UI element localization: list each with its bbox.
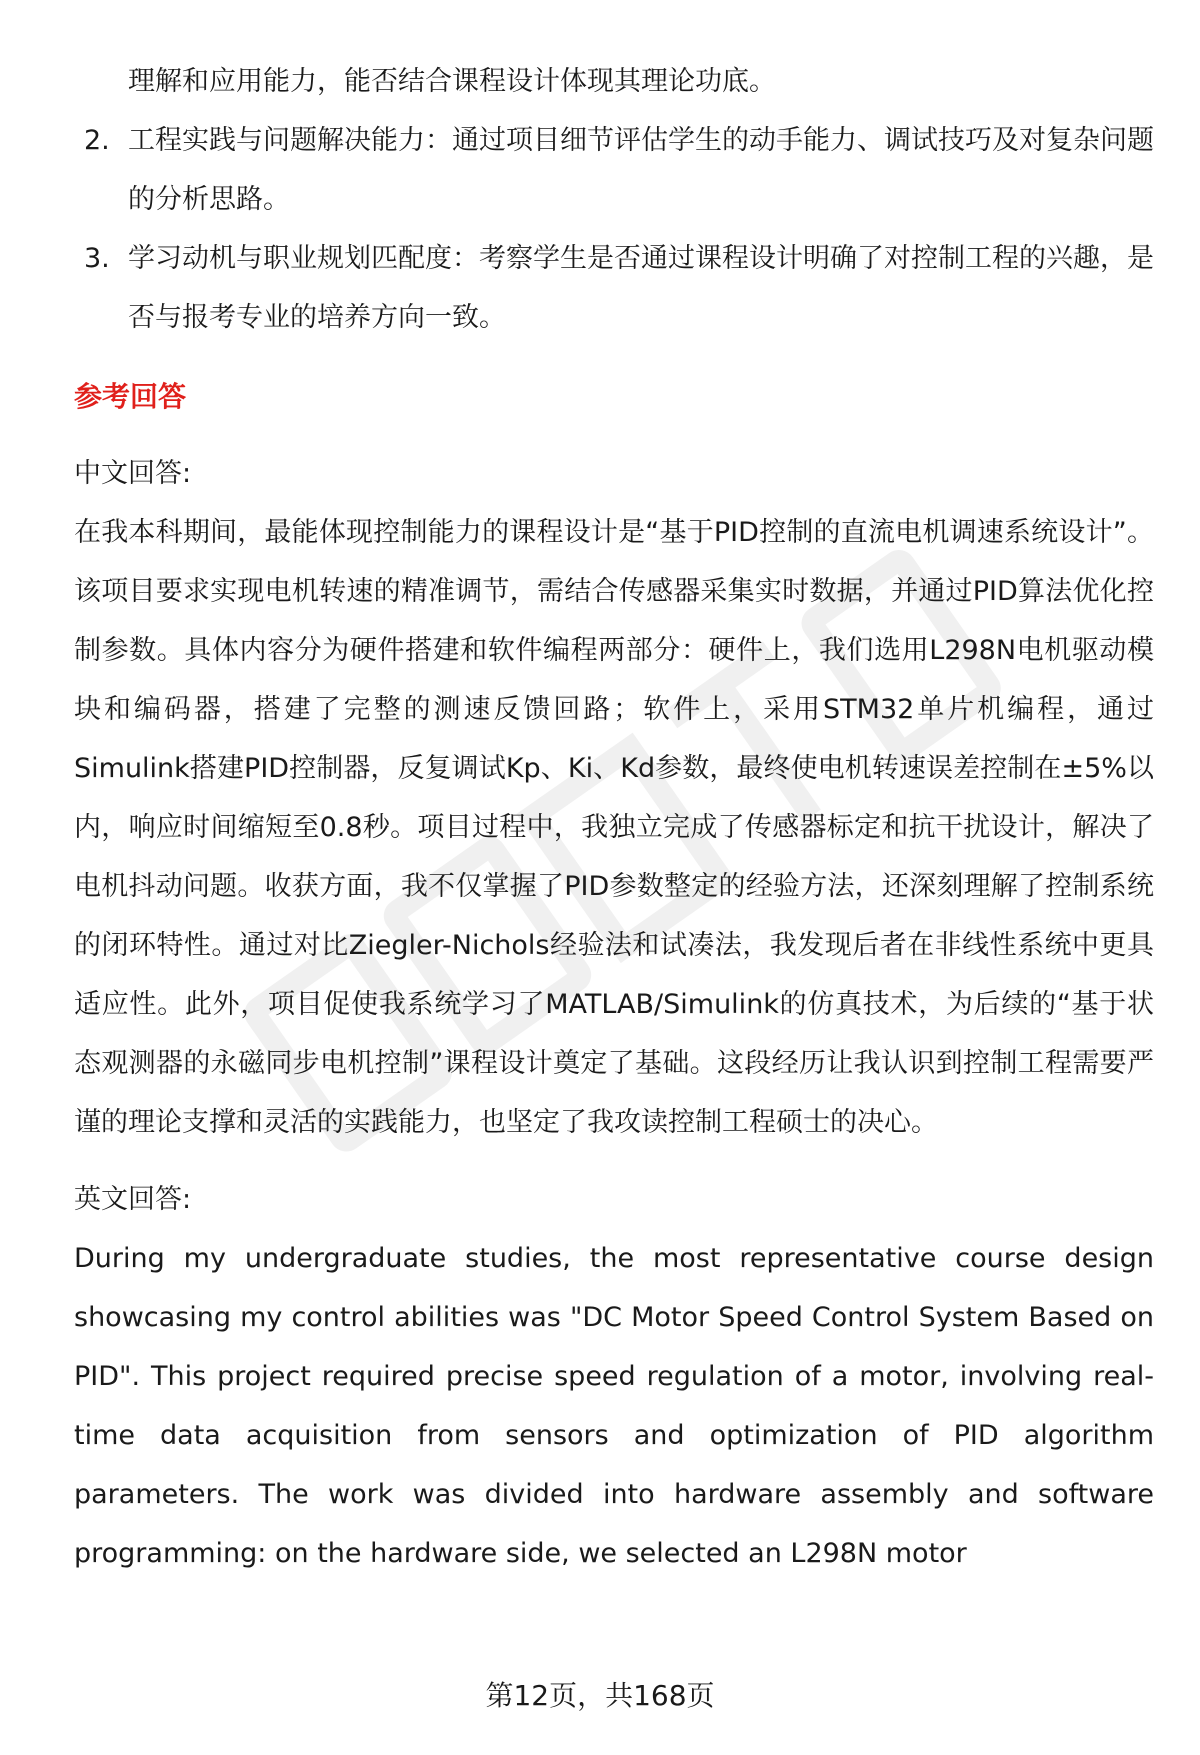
chinese-answer-text: 在我本科期间，最能体现控制能力的课程设计是“基于PID控制的直流电机调速系统设计”。该项目要求实现电机转速的精准调节，需结合传感器采集实时数据，并通过PID算法优化控制参数。具体内容分为硬件搭建和软件编程两部分：硬件上，我们选用L298N电机驱动模块和编码器，搭建了完整的测速反馈回路；软件上，采用STM32单片机编程，通过Simulink搭建PID控制器，反复调试Kp、Ki、Kd参数，最终使电机转速误差控制在±5%以内，响应时间缩短至0.8秒。项目过程中，我独立完成了传感器标定和抗干扰设计，解决了电机抖动问题。收获方面，我不仅掌握了PID参数整定的经验方法，还深刻理解了控制系统的闭环特性。通过对比Ziegler-Nichols经验法和试凑法，我发现后者在非线性系统中更具适应性。此外，项目促使我系统学习了MATLAB/Simulink的仿真技术，为后续的“基于状态观测器的永磁同步电机控制”课程设计奠定了基础。这段经历让我认识到控制工程需要严谨的理论支撑和灵活的实践能力，也坚定了我攻读控制工程硕士的决心。	[74, 517, 1154, 1138]
english-answer-text: During my undergraduate studies, the most representative course design showcasing my control abilities was "DC Motor Speed Control System Based on PID". This project required precise speed regulation of a motor, involving real-time data acquisition from sensors and optimization of PID algorithm parameters. The work was divided into hardware assembly and software programming: on the hardware side, we selected an L298N motor	[74, 1243, 1154, 1569]
evaluation-criteria	[74, 52, 1154, 347]
criteria-item-text: 学习动机与职业规划匹配度：考察学生是否通过课程设计明确了对控制工程的兴趣，是否与报考专业的培养方向一致。	[128, 243, 1154, 333]
criteria-item-text: 工程实践与问题解决能力：通过项目细节评估学生的动手能力、调试技巧及对复杂问题的分析思路。	[128, 125, 1154, 215]
criteria-item	[74, 229, 1154, 347]
criteria-item-number: 3.	[84, 243, 110, 274]
criteria-item-number: 2.	[84, 125, 110, 156]
chinese-answer-label: 中文回答:	[74, 458, 192, 489]
reference-answer-title: 参考回答	[74, 380, 187, 413]
criteria-continuation: 理解和应用能力，能否结合课程设计体现其理论功底。	[128, 66, 776, 97]
document-content	[74, 52, 1154, 1583]
page-footer: 第12页，共168页	[485, 1679, 715, 1712]
criteria-list	[74, 111, 1154, 347]
english-answer-label: 英文回答:	[74, 1184, 192, 1215]
criteria-item	[74, 111, 1154, 229]
